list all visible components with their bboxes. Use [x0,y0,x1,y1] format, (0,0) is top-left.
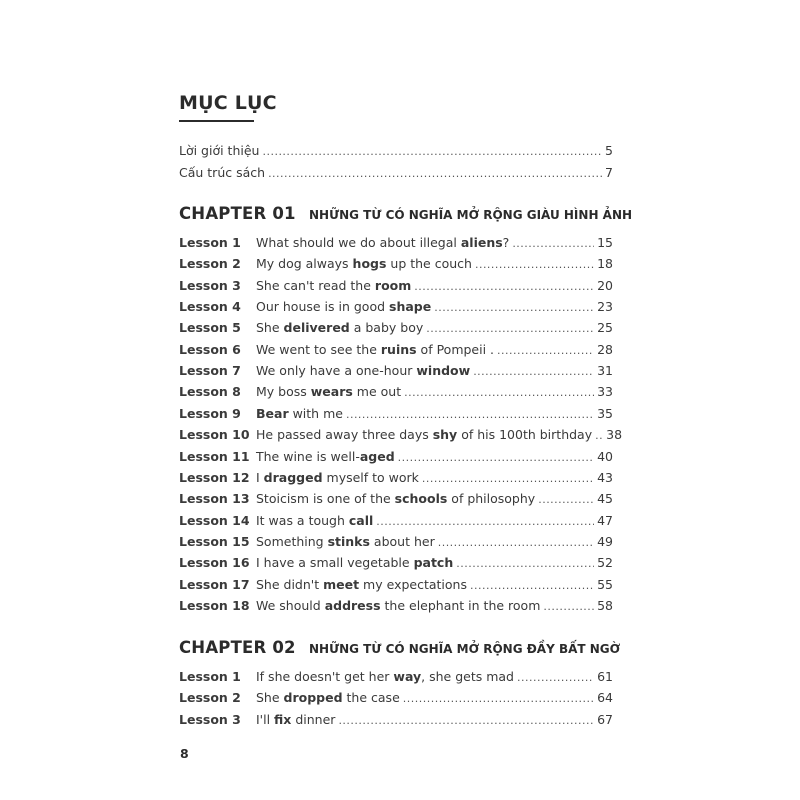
lesson-text: ? [502,235,510,250]
lesson-text: She [256,320,284,336]
dot-leader [434,299,594,314]
lesson-text: I [256,469,264,485]
lesson-page: 25 [597,320,613,336]
lesson-text: If she doesn't get her [256,669,394,684]
lesson-page: 49 [597,533,613,549]
lesson-label: Lesson 14 [179,512,250,528]
lesson-page: 18 [597,256,613,272]
lesson-page: 58 [597,597,613,613]
entry-page: 7 [605,165,613,180]
chapter-header [179,638,620,662]
dot-leader [376,513,594,528]
lesson-title [256,342,494,357]
lesson-keyword: call [348,512,374,528]
lesson-label: Lesson 16 [179,555,250,571]
lesson-label: Lesson 2 [179,256,241,272]
lesson-keyword: schools [394,491,448,507]
lesson-text: What should we do about illegal [256,235,461,250]
chapter-title: NHỮNG TỪ CÓ NGHĨA MỞ RỘNG GIÀU HÌNH ẢNH [309,208,633,222]
lesson-page: 31 [597,363,613,379]
entry-page: 5 [605,143,613,158]
lesson-label: Lesson 10 [179,427,250,443]
lesson-keyword: wears [310,384,353,400]
lesson-page: 15 [597,235,613,250]
lesson-text: My dog always [256,256,353,272]
lesson-text: Stoicism is one of the [256,491,395,507]
lesson-label: Lesson 18 [179,597,250,613]
lesson-text: a baby boy [349,320,424,336]
toc-entry-structure[interactable] [179,165,613,185]
lesson-keyword: hogs [352,256,387,272]
lesson-title [256,690,400,705]
lesson-entry[interactable] [179,427,623,447]
lesson-entry[interactable] [179,690,613,710]
lesson-label: Lesson 13 [179,491,250,507]
lesson-title [256,470,419,485]
dot-leader [398,449,594,464]
lesson-entry[interactable] [179,598,613,618]
lesson-page: 43 [597,469,613,485]
lesson-text: Something [256,533,328,549]
lesson-label: Lesson 15 [179,533,250,549]
dot-leader [268,165,602,180]
lesson-text: , she gets mad [421,669,514,684]
lesson-text: He passed away three days [256,427,433,443]
lesson-entry[interactable] [179,320,613,340]
lesson-text: We should [256,597,325,613]
lesson-page: 28 [597,341,613,357]
lesson-text: the case [342,690,400,706]
lesson-keyword: room [374,277,412,293]
lesson-text: of Pompeii . [416,341,495,357]
lesson-text: I'll [256,711,275,727]
lesson-label: Lesson 1 [179,235,241,250]
lesson-text: with me [288,405,343,421]
lesson-entry[interactable] [179,342,613,362]
lesson-title [256,449,395,464]
lesson-title [256,278,411,293]
dot-leader [470,577,594,592]
lesson-text: She can't read the [256,277,375,293]
lesson-keyword: dragged [263,469,323,485]
lesson-entry[interactable] [179,669,613,689]
lesson-keyword: way [393,669,422,684]
dot-leader [595,427,603,442]
lesson-keyword: shape [389,299,432,315]
lesson-entry[interactable] [179,577,613,597]
lesson-page: 38 [606,427,623,443]
lesson-text: It was a tough [256,512,349,528]
lesson-title [256,406,343,421]
heading-underline [179,120,254,122]
dot-leader [262,143,602,158]
dot-leader [403,690,594,705]
lesson-keyword: Bear [256,405,289,421]
lesson-title [256,427,592,442]
lesson-title [256,256,472,271]
lesson-keyword: fix [274,711,292,727]
lesson-text: We went to see the [256,341,381,357]
lesson-keyword: stinks [327,533,370,549]
toc-entry-intro[interactable] [179,143,613,163]
lesson-label: Lesson 3 [179,277,241,293]
entry-title: Cấu trúc sách [179,165,266,180]
dot-leader [543,598,594,613]
lesson-title [256,534,435,549]
lesson-entry[interactable] [179,491,613,511]
lesson-label: Lesson 1 [179,669,241,684]
dot-leader [438,534,594,549]
lesson-entry[interactable] [179,406,613,426]
lesson-page: 47 [597,512,613,528]
lesson-title [256,299,431,314]
lesson-label: Lesson 2 [179,690,241,706]
lesson-keyword: aliens [460,235,503,250]
lesson-title [256,235,509,250]
chapter-title: NHỮNG TỪ CÓ NGHĨA MỞ RỘNG ĐẦY BẤT NGỜ [309,642,621,656]
lesson-keyword: patch [413,555,454,571]
lesson-text: I have a small vegetable [256,555,414,571]
lesson-title [256,491,535,506]
lesson-title [256,513,373,528]
lesson-entry[interactable] [179,534,613,554]
lesson-keyword: dropped [283,690,343,706]
lesson-page: 33 [597,384,613,400]
lesson-text: the elephant in the room [380,597,541,613]
lesson-title [256,712,335,727]
lesson-label: Lesson 12 [179,469,250,485]
lesson-page: 35 [597,405,613,421]
lesson-label: Lesson 3 [179,711,241,727]
lesson-text: She [256,690,284,706]
dot-leader [338,712,594,727]
lesson-text: about her [369,533,435,549]
lesson-page: 20 [597,277,613,293]
lesson-text: dinner [291,711,336,727]
dot-leader [346,406,594,421]
dot-leader [422,470,594,485]
lesson-entry[interactable] [179,513,613,533]
lesson-text: The wine is well- [256,448,360,464]
lesson-label: Lesson 17 [179,576,250,592]
lesson-page: 52 [597,555,613,571]
dot-leader [475,256,594,271]
lesson-label: Lesson 11 [179,448,250,464]
lesson-label: Lesson 9 [179,405,241,421]
dot-leader [497,342,594,357]
lesson-entry[interactable] [179,363,613,383]
lesson-page: 45 [597,491,613,507]
lesson-title [256,598,540,613]
lesson-text: Our house is in good [256,299,390,315]
lesson-text: myself to work [322,469,419,485]
dot-leader [512,235,594,250]
lesson-label: Lesson 7 [179,363,241,379]
lesson-text: My boss [256,384,311,400]
lesson-entry[interactable] [179,299,613,319]
lesson-label: Lesson 5 [179,320,241,336]
lesson-title [256,320,423,335]
lesson-keyword: meet [323,576,360,592]
lesson-title [256,363,470,378]
lesson-entry[interactable] [179,384,613,404]
lesson-entry[interactable] [179,712,613,732]
lesson-text: of his 100th birthday [457,427,593,443]
lesson-keyword: shy [432,427,458,443]
dot-leader [473,363,594,378]
lesson-title [256,555,453,570]
lesson-entry[interactable] [179,470,613,490]
lesson-page: 61 [597,669,613,684]
dot-leader [426,320,594,335]
lesson-entry[interactable] [179,235,613,255]
page-number: 8 [180,746,189,761]
lesson-page: 64 [597,690,613,706]
lesson-title [256,384,401,399]
lesson-entry[interactable] [179,449,613,469]
lesson-entry[interactable] [179,555,613,575]
chapter-label: CHAPTER 01 [179,204,296,223]
lesson-keyword: ruins [380,341,417,357]
lesson-text: me out [352,384,402,400]
lesson-page: 40 [597,448,613,464]
lesson-label: Lesson 8 [179,384,241,400]
entry-title: Lời giới thiệu [179,143,260,158]
lesson-text: She didn't [256,576,324,592]
lesson-text: up the couch [386,256,472,272]
lesson-text: my expectations [359,576,467,592]
lesson-entry[interactable] [179,278,613,298]
lesson-text: of philosophy [447,491,536,507]
chapter-header [179,204,632,228]
chapter-label: CHAPTER 02 [179,638,296,657]
lesson-keyword: window [416,363,471,379]
lesson-page: 67 [597,711,613,727]
dot-leader [404,384,594,399]
lesson-title [256,669,514,684]
lesson-page: 55 [597,576,613,592]
lesson-label: Lesson 4 [179,299,241,315]
dot-leader [517,669,594,684]
toc-heading: MỤC LỤC [179,92,277,114]
dot-leader [456,555,594,570]
lesson-entry[interactable] [179,256,613,276]
lesson-page: 23 [597,299,613,315]
dot-leader [538,491,594,506]
lesson-text: We only have a one-hour [256,363,417,379]
lesson-keyword: delivered [283,320,350,336]
lesson-label: Lesson 6 [179,341,241,357]
lesson-title [256,577,467,592]
lesson-keyword: address [324,597,381,613]
lesson-keyword: aged [359,448,395,464]
dot-leader [414,278,594,293]
